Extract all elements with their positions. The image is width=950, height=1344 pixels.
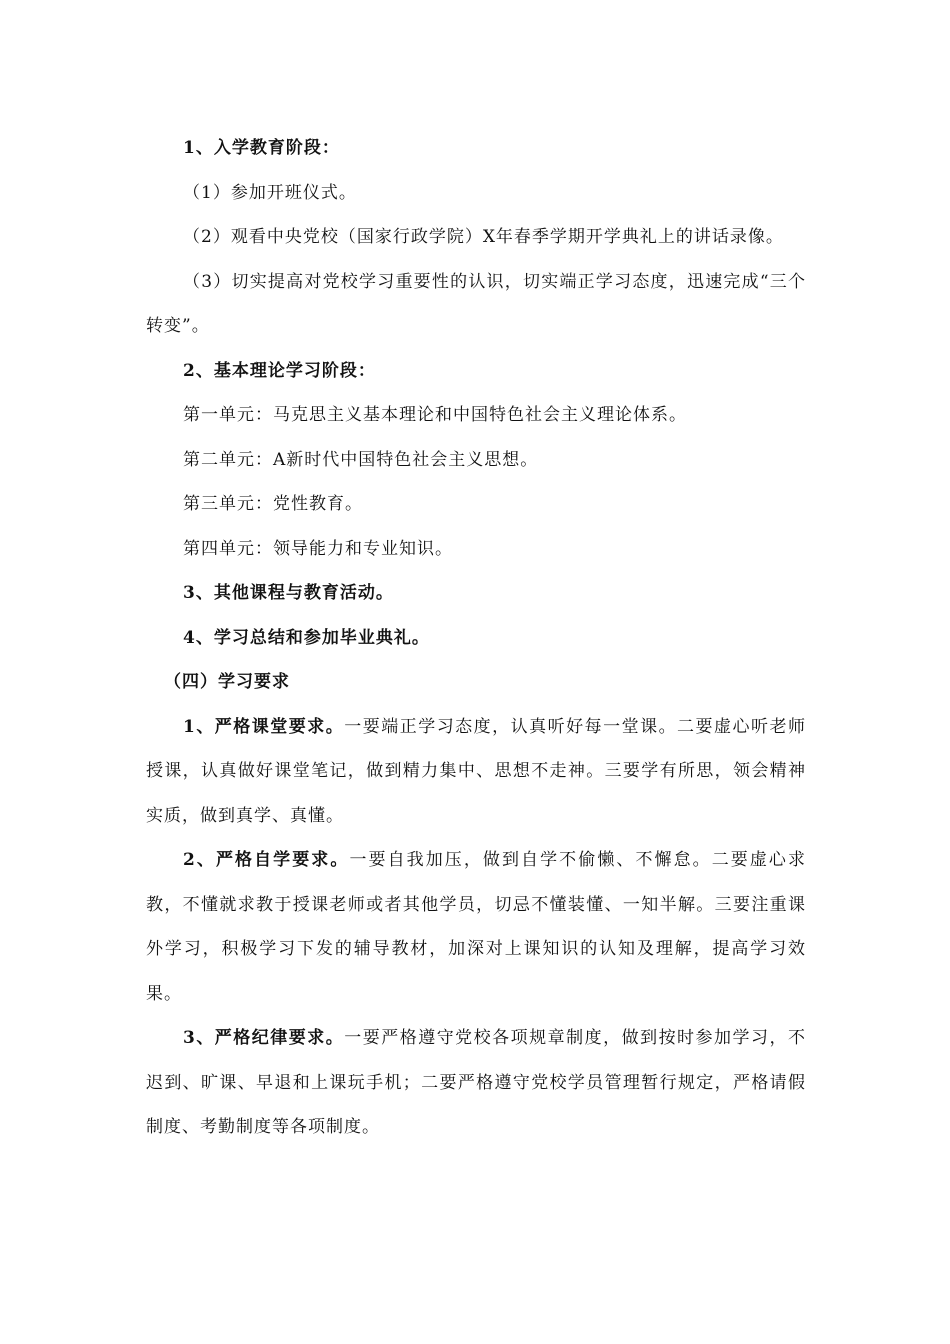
requirement-1 — [146, 705, 806, 839]
stage1-item-2: （2）观看中央党校（国家行政学院）X年春季学期开学典礼上的讲话录像。 — [183, 227, 784, 247]
stage3-title: 3、其他课程与教育活动。 — [183, 583, 394, 603]
requirement-1-lead: 1、严格课堂要求。 — [183, 716, 345, 737]
requirement-2-lead: 2、严格自学要求。 — [183, 850, 350, 870]
stage2-unit-3: 第三单元：党性教育。 — [183, 494, 363, 514]
stage2-unit-4: 第四单元：领导能力和专业知识。 — [183, 538, 453, 559]
requirement-1-body: 一要端正学习态度，认真听好每一堂课。二要虚心听老师授课，认真做好课堂笔记，做到精力集中、思想不走神。三要学有所思，领会精神实质，做到真学、真懂。 — [146, 716, 806, 826]
section4-heading: （四）学习要求 — [164, 672, 290, 692]
stage2-unit-1: 第一单元：马克思主义基本理论和中国特色社会主义理论体系。 — [183, 405, 687, 425]
requirement-2 — [146, 838, 806, 1016]
stage2-title: 2、基本理论学习阶段： — [183, 360, 376, 381]
stage4-title: 4、学习总结和参加毕业典礼。 — [183, 627, 430, 648]
requirement-2-body: 一要自我加压，做到自学不偷懒、不懈怠。二要虚心求教，不懂就求教于授课老师或者其他学员，切忌不懂装懂、一知半解。三要注重课外学习，积极学习下发的辅导教材，加深对上课知识的认知及理解，提高学习效果。 — [146, 850, 806, 1004]
stage2-unit-2: 第二单元：A新时代中国特色社会主义思想。 — [183, 449, 539, 470]
stage1-item-1: （1）参加开班仪式。 — [183, 182, 357, 203]
document-body — [146, 126, 806, 1150]
stage1-title: 1、入学教育阶段： — [183, 138, 340, 158]
requirement-3 — [146, 1016, 806, 1150]
requirement-3-lead: 3、严格纪律要求。 — [183, 1028, 345, 1048]
stage1-item-3: （3）切实提高对党校学习重要性的认识，切实端正学习态度，迅速完成“三个转变”。 — [146, 271, 806, 336]
requirement-3-body: 一要严格遵守党校各项规章制度，做到按时参加学习，不迟到、旷课、早退和上课玩手机；二要严格遵守党校学员管理暂行规定，严格请假制度、考勤制度等各项制度。 — [146, 1028, 806, 1137]
